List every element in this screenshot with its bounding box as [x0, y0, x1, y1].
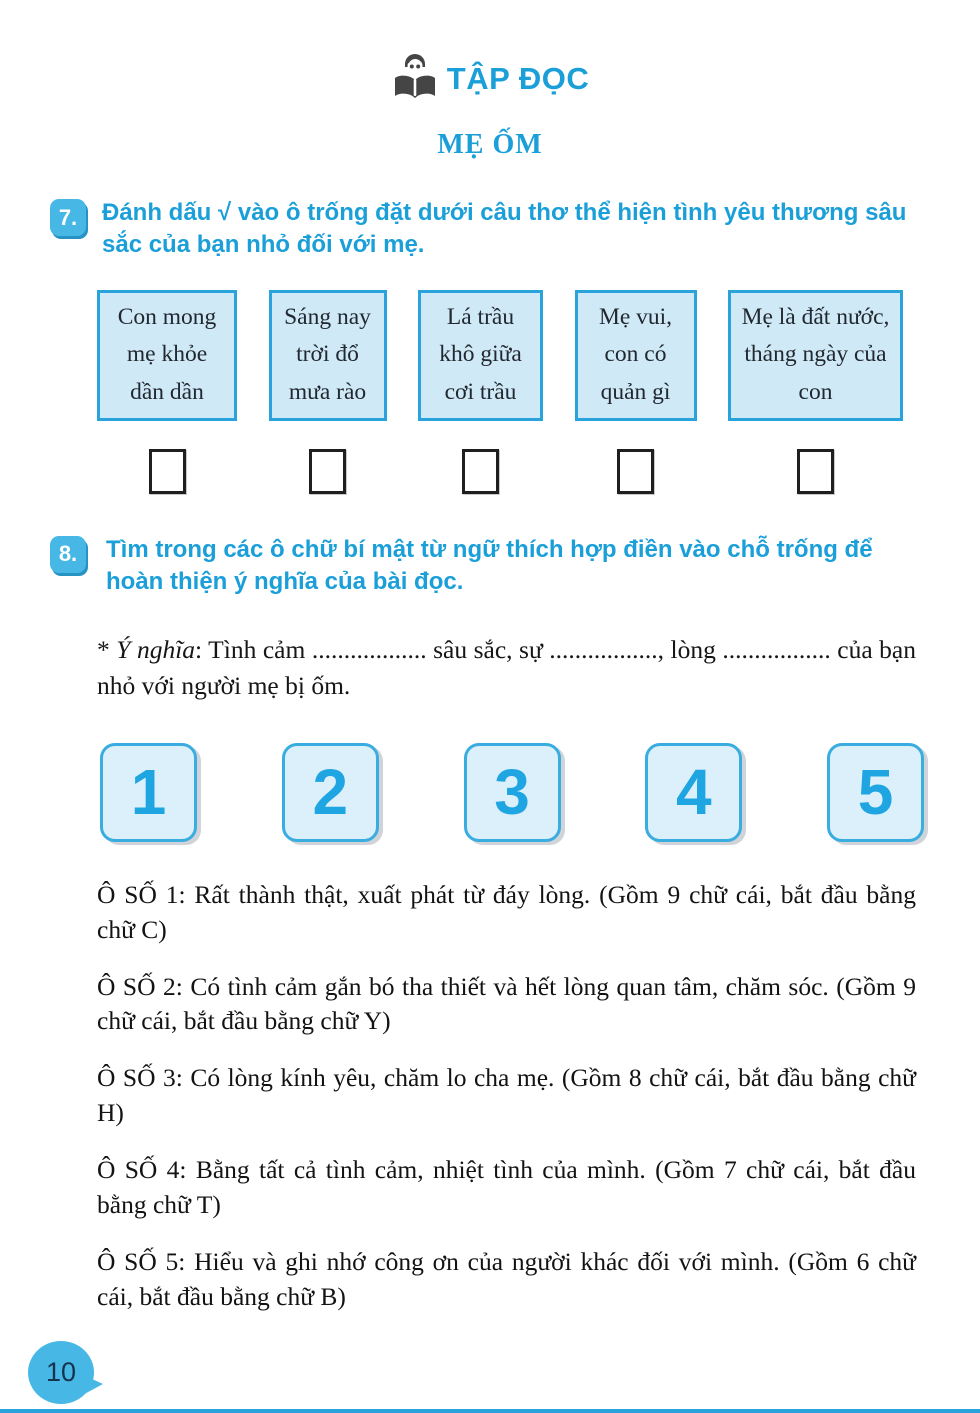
question-7-prompt: Đánh dấu √ vào ô trống đặt dưới câu thơ thể hiện tình yêu thương sâu sắc của bạn nhỏ đối với mẹ. — [102, 199, 907, 259]
poem-option-box: Lá trầu khô giữa cơi trầu — [418, 290, 543, 421]
clues-list — [97, 878, 916, 1315]
meaning-fill-in-line — [97, 632, 916, 702]
meaning-star: * — [97, 635, 117, 665]
question-7-number-badge: 7. — [50, 199, 86, 236]
clue-1: Ô SỐ 1: Rất thành thật, xuất phát từ đáy lòng. (Gồm 9 chữ cái, bắt đầu bằng chữ C) — [97, 879, 916, 944]
number-card-3[interactable]: 3 — [464, 743, 561, 842]
checkbox-cell — [97, 449, 237, 494]
page-number-badge: 10 — [28, 1341, 94, 1404]
answer-checkbox-4[interactable] — [617, 449, 654, 494]
number-card-2[interactable]: 2 — [282, 743, 379, 842]
checkbox-cell — [418, 449, 543, 494]
checkbox-cell — [575, 449, 697, 494]
number-card-1[interactable]: 1 — [100, 743, 197, 842]
question-8-number-badge: 8. — [50, 536, 86, 573]
lesson-title: MẸ ỐM — [437, 129, 543, 160]
clue-2: Ô SỐ 2: Có tình cảm gắn bó tha thiết và hết lòng quan tâm, chăm sóc. (Gồm 9 chữ cái, bắt đầu bằng chữ Y) — [97, 971, 916, 1036]
bottom-divider — [0, 1409, 980, 1413]
clue-3: Ô SỐ 3: Có lòng kính yêu, chăm lo cha mẹ. (Gồm 8 chữ cái, bắt đầu bằng chữ H) — [97, 1063, 916, 1128]
number-cards-row — [100, 743, 924, 842]
clue-5: Ô SỐ 5: Hiểu và ghi nhớ công ơn của người khác đối với mình. (Gồm 6 chữ cái, bắt đầu bằng chữ B) — [97, 1247, 916, 1312]
number-card-5[interactable]: 5 — [827, 743, 924, 842]
answer-checkbox-3[interactable] — [462, 449, 499, 494]
section-title: TẬP ĐỌC — [446, 60, 590, 96]
number-card-4[interactable]: 4 — [645, 743, 742, 842]
page-header — [0, 0, 980, 107]
poem-option-box: Sáng nay trời đổ mưa rào — [269, 290, 387, 421]
answer-checkbox-5[interactable] — [797, 449, 834, 494]
meaning-text: : Tình cảm .................. sâu sắc, sự ................., lòng ................. của bạn nhỏ với người mẹ bị ốm. — [97, 635, 916, 700]
poem-option-box: Mẹ là đất nước, tháng ngày của con — [728, 290, 903, 421]
reading-person-icon — [391, 50, 439, 107]
answer-checkbox-2[interactable] — [309, 449, 346, 494]
checkbox-cell — [728, 449, 903, 494]
answer-checkbox-row — [97, 449, 903, 494]
checkbox-cell — [269, 449, 387, 494]
answer-checkbox-1[interactable] — [149, 449, 186, 494]
clue-4: Ô SỐ 4: Bằng tất cả tình cảm, nhiệt tình của mình. (Gồm 7 chữ cái, bắt đầu bằng chữ T) — [97, 1155, 916, 1220]
meaning-label: Ý nghĩa — [116, 635, 196, 665]
poem-option-box: Mẹ vui, con có quản gì — [575, 290, 697, 421]
question-8-prompt: Tìm trong các ô chữ bí mật từ ngữ thích hợp điền vào chỗ trống để hoàn thiện ý nghĩa của bài đọc. — [106, 535, 873, 595]
poem-options-row — [97, 290, 903, 421]
poem-option-box: Con mong mẹ khỏe dần dần — [97, 290, 237, 421]
question-8 — [50, 534, 916, 599]
question-7 — [50, 197, 916, 262]
